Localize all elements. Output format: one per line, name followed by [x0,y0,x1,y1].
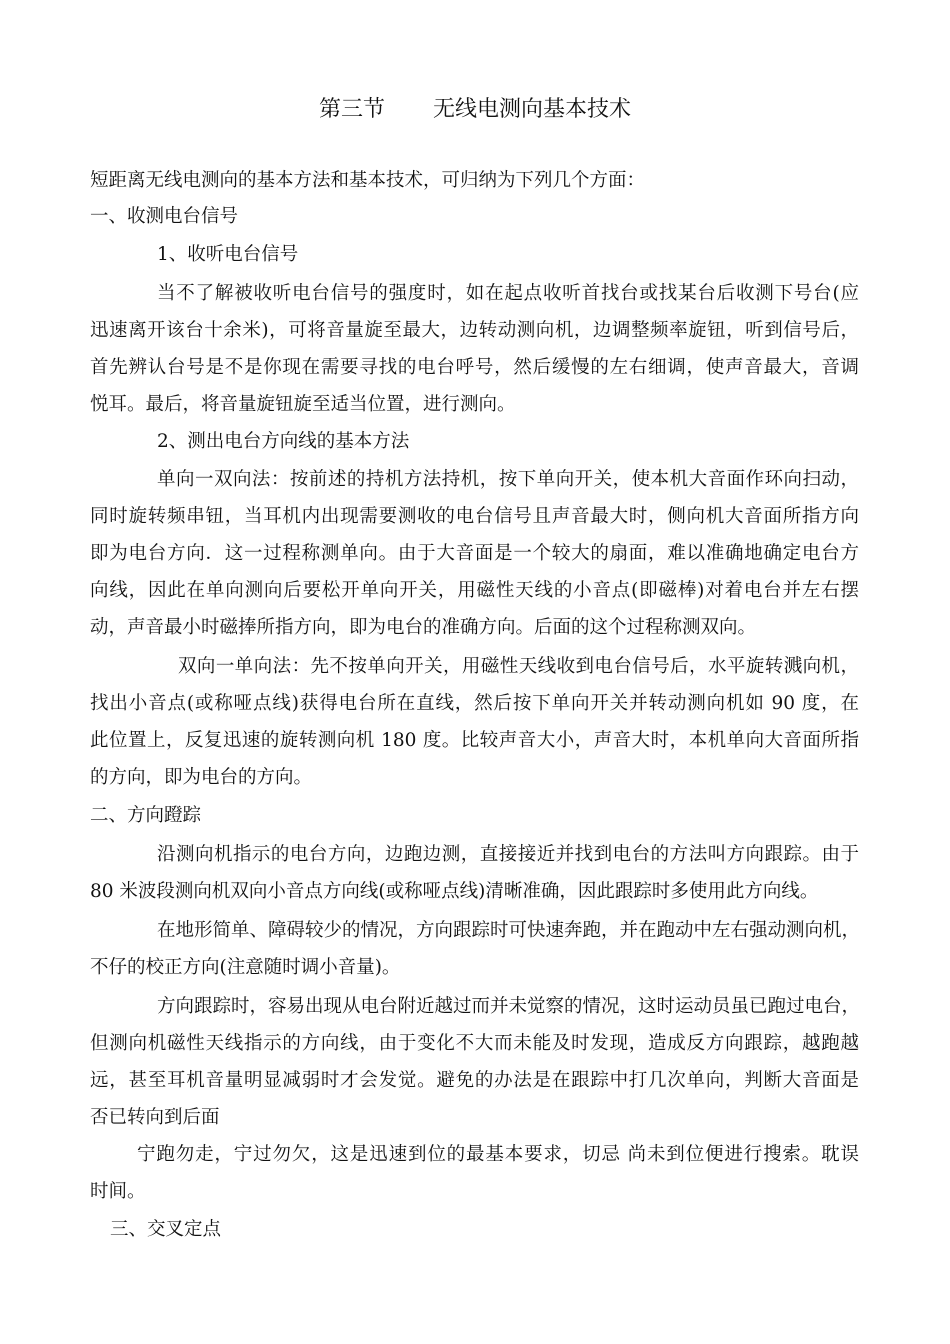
para-line: 同时旋转频串钮，当耳机内出现需要测收的电台信号且声音最大时，侧向机大音面所指方向 [90,506,859,527]
para-line: 首先辨认台号是不是你现在需要寻找的电台呼号，然后缓慢的左右细调，使声音最大，音调 [90,357,859,378]
para-line: 远，甚至耳机音量明显减弱时才会发觉。避免的办法是在跟踪中打几次单向，判断大音面是 [90,1070,859,1091]
para-line: 当不了解被收听电台信号的强度时，如在起点收听首找台或找某台后收测下号台(应 [157,283,859,304]
subheading-1-1: 1、收听电台信号 [157,244,299,265]
para-line: 动，声音最小时磁捧所指方向，即为电台的准确方向。后面的这个过程称测双向。 [90,617,757,638]
title-text: 无线电测向基本技术 [433,97,632,122]
para-line: 但测向机磁性天线指示的方向线，由于变化不大而未能及时发现，造成反方向跟踪，越跑越 [90,1033,859,1054]
para-line: 宁跑勿走，宁过勿欠，这是迅速到位的最基本要求，切忌 尚未到位便进行搜索。耽误 [137,1144,859,1165]
para-line: 即为电台方向．这一过程称测单向。由于大音面是一个较大的扇面，难以准确地确定电台方 [90,543,859,564]
page-title [0,95,950,125]
para-line: 方向跟踪时，容易出现从电台附近越过而并未觉察的情况，这时运动员虽已跑过电台， [157,996,861,1017]
para-line: 迅速离开该台十余米)，可将音量旋至最大，边转动测向机，边调整频率旋钮，听到信号后， [90,320,859,341]
heading-1: 一、收测电台信号 [90,206,239,227]
para-line: 时间。 [90,1181,146,1202]
para-line: 悦耳。最后，将音量旋钮旋至适当位置，进行测向。 [90,394,516,415]
title-section: 第三节 [318,97,385,122]
subheading-1-2: 2、测出电台方向线的基本方法 [157,431,410,452]
para-line: 此位置上，反复迅速的旋转测向机 180 度。比较声音大小，声音大时，本机单向大音面所指 [90,730,859,751]
para-line: 在地形简单、障碍较少的情况，方向跟踪时可快速奔跑，并在跑动中左右强动测向机， [157,920,861,941]
para-line: 不仔的校正方向(注意随时调小音量)。 [90,957,401,978]
para-line: 沿测向机指示的电台方向，边跑边测，直接接近并找到电台的方法叫方向跟踪。由于 [157,844,859,865]
para-line: 找出小音点(或称哑点线)获得电台所在直线，然后按下单向开关并转动测向机如 90 度，在 [90,693,859,714]
para-line: 向线，因此在单向测向后要松开单向开关，用磁性天线的小音点(即磁棒)对着电台并左右摆 [90,580,859,601]
para-line: 双向一单向法：先不按单向开关，用磁性天线收到电台信号后，水平旋转溅向机， [178,656,859,677]
para-line: 的方向，即为电台的方向。 [90,767,313,788]
para-line: 否已转向到后面 [90,1107,220,1128]
intro-line: 短距离无线电测向的基本方法和基本技术，可归纳为下列几个方面： [90,170,646,191]
para-line: 80 米波段测向机双向小音点方向线(或称哑点线)清晰准确，因此跟踪时多使用此方向线。 [90,881,819,902]
heading-2: 二、方向蹬踪 [90,805,202,826]
heading-3: 三、交叉定点 [110,1219,222,1240]
para-line: 单向一双向法：按前述的持机方法持机，按下单向开关，使本机大音面作环向扫动， [157,469,859,490]
